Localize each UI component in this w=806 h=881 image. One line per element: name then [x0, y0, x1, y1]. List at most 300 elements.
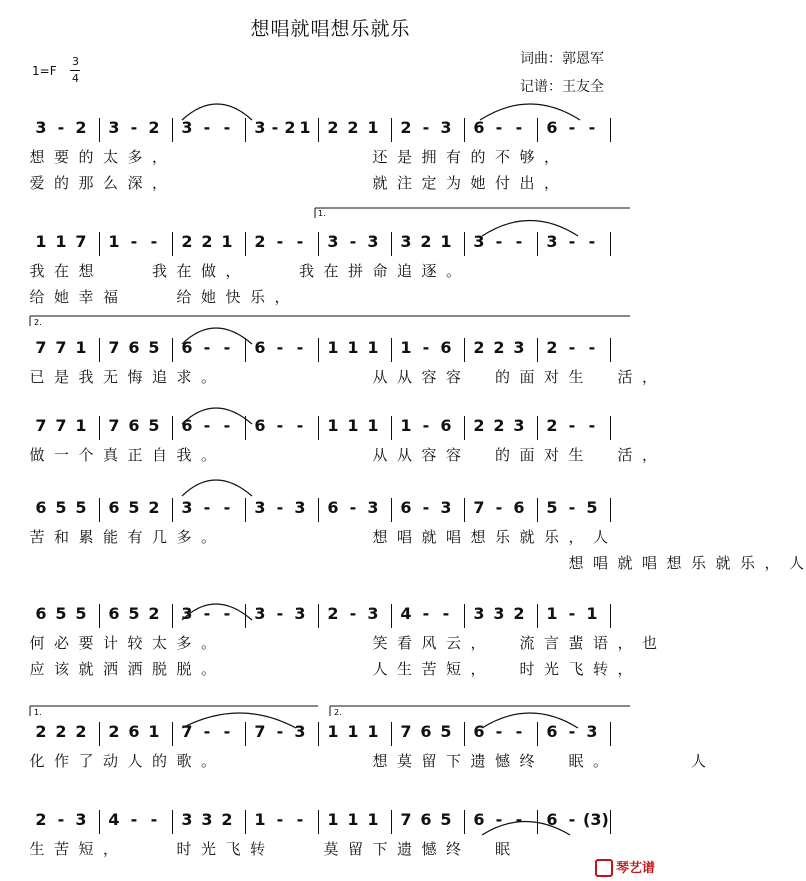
transcriber-credit: 记谱：王友全 — [520, 79, 604, 95]
dash-mark: - — [568, 338, 576, 357]
dash-mark: - — [271, 118, 279, 137]
lyric-char: 光 — [200, 840, 216, 858]
dash-mark: - — [349, 232, 357, 251]
lyric-char: 追 — [151, 368, 167, 386]
logo-mark-icon — [595, 859, 613, 877]
note: 6 — [473, 722, 485, 741]
note: 3 — [586, 722, 598, 741]
lyric-char: 付 — [494, 174, 510, 192]
lyric-char: 给 — [176, 288, 192, 306]
lyric-char: 对 — [543, 368, 559, 386]
lyric-char: 唱 — [641, 554, 657, 572]
note: 7 — [55, 416, 67, 435]
lyric-char: 就 — [617, 554, 633, 572]
lyric-char: 苦 — [421, 660, 437, 678]
lyric-char: 就 — [372, 174, 388, 192]
tie-arc — [482, 713, 578, 728]
lyric-char: 光 — [543, 660, 559, 678]
lyric-char: 苦 — [29, 528, 45, 546]
note: 3 — [254, 604, 266, 623]
lyric-char: 真 — [102, 446, 118, 464]
lyric-char: 莫 — [396, 752, 412, 770]
lyric-char: 就 — [715, 554, 731, 572]
note: 6 — [128, 722, 140, 741]
lyric-char: 出 — [519, 174, 535, 192]
dash-mark: - — [422, 338, 430, 357]
dash-mark: - — [203, 338, 211, 357]
lyric-char: 想 — [372, 752, 388, 770]
watermark-logo: 琴艺谱 — [595, 857, 655, 878]
note: 1 — [546, 604, 558, 623]
note: 2 — [327, 604, 339, 623]
note: 3 — [473, 604, 485, 623]
note: 6 — [513, 498, 525, 517]
time-signature-denominator: 4 — [72, 72, 79, 85]
lyric-char: 我 — [78, 368, 94, 386]
lyric-char: 终 — [519, 752, 535, 770]
lyric-char: 下 — [445, 752, 461, 770]
lyric-char: ， — [151, 174, 167, 192]
note: 2 — [546, 338, 558, 357]
lyric-char: 唱 — [396, 528, 412, 546]
note: 2 — [513, 604, 525, 623]
tie-arc — [480, 104, 580, 120]
tie-arc — [182, 104, 252, 120]
lyric-char: 风 — [421, 634, 437, 652]
lyric-char: 流 — [519, 634, 535, 652]
note: 3 — [493, 604, 505, 623]
lyric-char: 我 — [151, 262, 167, 280]
lyric-char: ， — [641, 368, 657, 386]
lyric-char: 眠 — [494, 840, 510, 858]
lyric-char: 活 — [617, 446, 633, 464]
lyric-char: ， — [617, 634, 633, 652]
dash-mark: - — [422, 498, 430, 517]
lyric-char: 时 — [176, 840, 192, 858]
dash-mark: - — [276, 722, 284, 741]
note: 7 — [181, 722, 193, 741]
lyric-char: 下 — [372, 840, 388, 858]
dash-mark: - — [588, 232, 596, 251]
lyric-char: ， — [641, 446, 657, 464]
lyric-char: 。 — [200, 752, 216, 770]
dash-mark: - — [203, 118, 211, 137]
lyric-char: 无 — [102, 368, 118, 386]
note: 1 — [327, 338, 339, 357]
lyric-char: 转 — [249, 840, 265, 858]
dash-mark: - — [568, 416, 576, 435]
lyric-char: 语 — [592, 634, 608, 652]
lyric-char: 乐 — [494, 528, 510, 546]
note: 6 — [327, 498, 339, 517]
lyric-char: 多 — [176, 634, 192, 652]
lyric-char: ， — [151, 148, 167, 166]
dash-mark: - — [203, 604, 211, 623]
lyric-char: 她 — [200, 288, 216, 306]
note: 2 — [75, 722, 87, 741]
note: 1 — [440, 232, 452, 251]
lyric-char: 人 — [592, 528, 608, 546]
note: 3 — [400, 232, 412, 251]
lyric-char: 深 — [127, 174, 143, 192]
lyric-char: 拥 — [421, 148, 437, 166]
lyric-char: 看 — [396, 634, 412, 652]
lyric-char: 洒 — [102, 660, 118, 678]
lyric-char: 乐 — [249, 288, 265, 306]
dash-mark: - — [150, 810, 158, 829]
lyric-char: 的 — [53, 174, 69, 192]
lyric-char: ， — [274, 288, 290, 306]
note: 6 — [400, 498, 412, 517]
note: 7 — [400, 810, 412, 829]
dash-mark: - — [568, 722, 576, 741]
lyric-char: ， — [470, 660, 486, 678]
note: 1 — [586, 604, 598, 623]
note: 1 — [367, 722, 379, 741]
lyric-char: 逐 — [421, 262, 437, 280]
note: 2 — [148, 118, 160, 137]
lyric-char: 她 — [53, 288, 69, 306]
note: 5 — [128, 604, 140, 623]
lyric-char: ， — [568, 528, 584, 546]
note: 2 — [148, 498, 160, 517]
note: 5 — [148, 416, 160, 435]
note: 6 — [108, 604, 120, 623]
lyric-char: 生 — [29, 840, 45, 858]
lyric-char: 短 — [445, 660, 461, 678]
lyric-char: 要 — [53, 148, 69, 166]
lyric-char: 我 — [176, 446, 192, 464]
lyric-char: 有 — [445, 148, 461, 166]
lyric-char: 自 — [151, 446, 167, 464]
note: 5 — [586, 498, 598, 517]
lyric-char: 憾 — [494, 752, 510, 770]
dash-mark: - — [568, 604, 576, 623]
note: 6 — [35, 498, 47, 517]
note: 3 — [75, 810, 87, 829]
note: 2 — [181, 232, 193, 251]
lyric-char: 飞 — [568, 660, 584, 678]
note: 5 — [128, 498, 140, 517]
note: 3 — [440, 118, 452, 137]
note: 3 — [367, 498, 379, 517]
note: 4 — [400, 604, 412, 623]
note: 3 — [294, 722, 306, 741]
lyric-char: 乐 — [739, 554, 755, 572]
note: 2 — [221, 810, 233, 829]
note: 2 — [284, 118, 296, 137]
note: 2 — [108, 722, 120, 741]
lyric-char: 脱 — [176, 660, 192, 678]
lyric-char: 个 — [78, 446, 94, 464]
note: 3 — [181, 498, 193, 517]
lyric-char: 时 — [519, 660, 535, 678]
dash-mark: - — [588, 118, 596, 137]
note: 7 — [55, 338, 67, 357]
dash-mark: - — [130, 810, 138, 829]
lyric-char: 在 — [53, 262, 69, 280]
note: 3 — [181, 604, 193, 623]
dash-mark: - — [296, 416, 304, 435]
lyric-char: 的 — [494, 446, 510, 464]
lyric-char: 一 — [53, 446, 69, 464]
dash-mark: - — [203, 498, 211, 517]
lyric-char: 做 — [29, 446, 45, 464]
note: 6 — [420, 810, 432, 829]
note: 3 — [327, 232, 339, 251]
note: 1 — [75, 338, 87, 357]
note: 1 — [347, 722, 359, 741]
lyric-char: 多 — [127, 148, 143, 166]
note: 6 — [546, 118, 558, 137]
lyric-char: 对 — [543, 446, 559, 464]
dash-mark: - — [588, 338, 596, 357]
lyric-char: 在 — [323, 262, 339, 280]
lyric-char: 生 — [568, 446, 584, 464]
lyric-char: 么 — [102, 174, 118, 192]
dash-mark: - — [495, 118, 503, 137]
dash-mark: - — [276, 416, 284, 435]
note: 7 — [35, 416, 47, 435]
svg-text:1.: 1. — [34, 708, 42, 717]
tie-arc — [482, 221, 578, 237]
note: 2 — [420, 232, 432, 251]
dash-mark: - — [276, 604, 284, 623]
dash-mark: - — [203, 722, 211, 741]
note: 1 — [299, 118, 311, 137]
dash-mark: - — [349, 604, 357, 623]
key-signature: 1=F — [32, 64, 57, 78]
lyric-char: 眠 — [568, 752, 584, 770]
lyric-char: 想 — [29, 148, 45, 166]
note: 1 — [75, 416, 87, 435]
note: 3 — [367, 604, 379, 623]
lyric-char: 必 — [53, 634, 69, 652]
lyric-char: 的 — [151, 752, 167, 770]
lyric-char: 我 — [29, 262, 45, 280]
note: 5 — [55, 604, 67, 623]
lyric-char: 命 — [372, 262, 388, 280]
note: 3 — [294, 604, 306, 623]
lyric-char: ， — [764, 554, 780, 572]
note: 1 — [254, 810, 266, 829]
dash-mark: - — [276, 810, 284, 829]
tie-arc — [182, 713, 296, 728]
lyric-char: 憾 — [421, 840, 437, 858]
dash-mark: - — [422, 604, 430, 623]
note: 3 — [201, 810, 213, 829]
dash-mark: - — [495, 498, 503, 517]
lyric-char: 终 — [445, 840, 461, 858]
svg-text:1.: 1. — [318, 209, 326, 218]
dash-mark: - — [296, 232, 304, 251]
lyric-char: 应 — [29, 660, 45, 678]
lyric-char: 短 — [78, 840, 94, 858]
lyric-char: 脱 — [151, 660, 167, 678]
lyric-char: 作 — [53, 752, 69, 770]
tie-arc — [182, 328, 252, 344]
lyric-char: 乐 — [543, 528, 559, 546]
lyric-char: 累 — [78, 528, 94, 546]
note: 3 — [254, 498, 266, 517]
note: 7 — [75, 232, 87, 251]
note: 1 — [347, 416, 359, 435]
note: 1 — [367, 416, 379, 435]
lyric-char: 幸 — [78, 288, 94, 306]
dash-mark: - — [568, 498, 576, 517]
dash-mark: - — [495, 810, 503, 829]
note: 3 — [513, 416, 525, 435]
note: 1 — [347, 338, 359, 357]
lyric-char: 面 — [519, 368, 535, 386]
note: 1 — [55, 232, 67, 251]
note: 3 — [546, 232, 558, 251]
note: 6 — [181, 338, 193, 357]
lyric-char: 够 — [519, 148, 535, 166]
dash-mark: - — [130, 232, 138, 251]
dash-mark: - — [57, 118, 65, 137]
lyric-char: 化 — [29, 752, 45, 770]
note: 2 — [493, 338, 505, 357]
note: 6 — [35, 604, 47, 623]
lyric-char: 从 — [396, 446, 412, 464]
note: 1 — [108, 232, 120, 251]
lyric-char: 生 — [396, 660, 412, 678]
lyric-char: 那 — [78, 174, 94, 192]
lyric-char: 也 — [641, 634, 657, 652]
lyric-char: 不 — [494, 148, 510, 166]
lyric-char: 洒 — [127, 660, 143, 678]
lyric-char: 正 — [127, 446, 143, 464]
tie-arc — [182, 604, 252, 620]
note: 7 — [108, 416, 120, 435]
lyric-char: 从 — [372, 446, 388, 464]
lyric-char: 已 — [29, 368, 45, 386]
dash-mark: - — [223, 498, 231, 517]
dash-mark: - — [422, 118, 430, 137]
note: 3 — [367, 232, 379, 251]
note: 1 — [347, 810, 359, 829]
note: 1 — [400, 416, 412, 435]
dash-mark: - — [568, 118, 576, 137]
note: 2 — [254, 232, 266, 251]
note: 1 — [327, 416, 339, 435]
note: 1 — [400, 338, 412, 357]
lyric-char: 做 — [200, 262, 216, 280]
lyric-char: 想 — [470, 528, 486, 546]
lyric-char: 还 — [372, 148, 388, 166]
lyric-char: 容 — [421, 446, 437, 464]
svg-text:2.: 2. — [34, 318, 42, 327]
dash-mark: - — [296, 810, 304, 829]
dash-mark: - — [296, 338, 304, 357]
note: 2 — [148, 604, 160, 623]
lyric-char: 留 — [421, 752, 437, 770]
note: 6 — [128, 338, 140, 357]
lyric-char: 何 — [29, 634, 45, 652]
lyric-char: ， — [543, 148, 559, 166]
lyric-char: 。 — [200, 368, 216, 386]
lyric-char: 。 — [200, 446, 216, 464]
lyric-char: 想 — [666, 554, 682, 572]
lyric-char: ， — [102, 840, 118, 858]
lyric-char: 她 — [470, 174, 486, 192]
lyric-char: 。 — [200, 528, 216, 546]
note: 3 — [473, 232, 485, 251]
dash-mark: - — [276, 338, 284, 357]
note: (3) — [583, 810, 609, 829]
note: 5 — [148, 338, 160, 357]
note: 2 — [35, 810, 47, 829]
lyric-char: 就 — [78, 660, 94, 678]
lyric-char: 人 — [127, 752, 143, 770]
lyric-char: 莫 — [323, 840, 339, 858]
note: 1 — [148, 722, 160, 741]
lyric-char: 是 — [396, 148, 412, 166]
note: 3 — [108, 118, 120, 137]
note: 3 — [181, 118, 193, 137]
note: 1 — [327, 722, 339, 741]
lyric-char: 唱 — [592, 554, 608, 572]
lyric-char: 活 — [617, 368, 633, 386]
lyric-char: 为 — [445, 174, 461, 192]
note: 7 — [108, 338, 120, 357]
note: 2 — [400, 118, 412, 137]
lyric-char: 容 — [445, 368, 461, 386]
lyric-char: 人 — [690, 752, 706, 770]
note: 5 — [440, 810, 452, 829]
lyric-char: 计 — [102, 634, 118, 652]
dash-mark: - — [150, 232, 158, 251]
lyric-char: 蜚 — [568, 634, 584, 652]
note: 2 — [493, 416, 505, 435]
lyric-char: 人 — [372, 660, 388, 678]
note: 6 — [254, 416, 266, 435]
lyric-char: 。 — [200, 634, 216, 652]
svg-text:2.: 2. — [334, 708, 342, 717]
note: 2 — [473, 338, 485, 357]
lyric-char: 求 — [176, 368, 192, 386]
lyric-char: 太 — [102, 148, 118, 166]
note: 7 — [35, 338, 47, 357]
lyric-char: 太 — [151, 634, 167, 652]
lyric-char: 追 — [396, 262, 412, 280]
lyric-char: 定 — [421, 174, 437, 192]
composer-credit: 词曲：郭恩军 — [520, 51, 604, 67]
lyric-char: 云 — [445, 634, 461, 652]
note: 2 — [201, 232, 213, 251]
note: 2 — [327, 118, 339, 137]
lyric-char: 的 — [470, 148, 486, 166]
dash-mark: - — [223, 118, 231, 137]
lyric-char: 想 — [372, 528, 388, 546]
lyric-char: 了 — [78, 752, 94, 770]
note: 6 — [473, 118, 485, 137]
lyric-char: 从 — [372, 368, 388, 386]
lyric-char: 笑 — [372, 634, 388, 652]
note: 1 — [35, 232, 47, 251]
tie-arc — [182, 480, 252, 496]
note: 3 — [254, 118, 266, 137]
note: 7 — [400, 722, 412, 741]
dash-mark: - — [568, 232, 576, 251]
lyric-char: 遗 — [396, 840, 412, 858]
dash-mark: - — [276, 232, 284, 251]
dash-mark: - — [588, 416, 596, 435]
note: 1 — [327, 810, 339, 829]
note: 5 — [75, 498, 87, 517]
lyric-char: 苦 — [53, 840, 69, 858]
